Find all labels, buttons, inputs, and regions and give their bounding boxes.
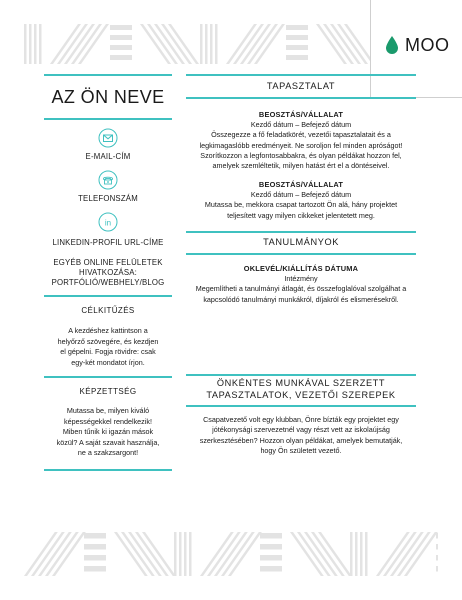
skills-line: Miben tűnik ki igazán mások: [62, 427, 154, 436]
job-dates: Kezdő dátum – Befejező dátum: [250, 120, 352, 129]
pattern-stripe-group: [50, 24, 109, 64]
divider: [44, 295, 172, 297]
skills-line: képességekkel rendelkezik!: [64, 416, 152, 426]
job-title: BEOSZTÁS/VÁLLALAT: [258, 110, 344, 119]
divider: [186, 374, 416, 376]
divider: [186, 97, 416, 99]
divider: [186, 74, 416, 76]
phone-icon: [98, 170, 118, 190]
skills-line: közül? A saját szavait használja,: [56, 437, 160, 447]
job-description-line: legkimagaslóbb eredményeit. Ne soroljon fel minden apróságot!: [199, 140, 403, 150]
job-description-line: Szorítkozzon a legfontosabbakra, és olyan példákat hozzon fel,: [200, 150, 402, 160]
bottom-pattern-band: [24, 532, 438, 576]
volunteer-heading: [186, 377, 416, 401]
pattern-stripe-group: [376, 532, 438, 576]
pattern-stripe-group: [114, 532, 176, 576]
volunteer-line: jótékonysági szervezetnél vagy részt vett az iskolaújság: [212, 425, 390, 435]
job-description-line: Összegezze a fő feladatkörét, vezetői tapasztalatait és a: [211, 130, 391, 140]
divider: [44, 376, 172, 378]
pattern-stripe-group: [290, 532, 352, 576]
logo-text: MOO: [405, 35, 450, 55]
education-entry: [186, 264, 416, 305]
pattern-stripe-group: [200, 532, 262, 576]
pattern-stripe-group: [286, 25, 308, 60]
other-links[interactable]: [44, 258, 172, 288]
linkedin-icon: [98, 212, 118, 232]
education-heading: TANULMÁNYOK: [263, 237, 339, 247]
volunteer-line: hogy Ön született vezető.: [260, 445, 342, 455]
email-label[interactable]: E-MAIL-CÍM: [85, 152, 131, 161]
pattern-stripe-group: [316, 24, 375, 64]
experience-heading: TAPASZTALAT: [266, 81, 336, 91]
other-links-line: PORTFÓLIÓ/WEBHELY/BLOG: [51, 278, 165, 287]
job-description-line: Mutassa be, mekkora csapat tartozott Ön alá, hány projektet: [204, 200, 398, 210]
divider: [44, 118, 172, 120]
pattern-stripe-group: [200, 24, 218, 64]
job-entry: [186, 110, 416, 171]
pattern-stripe-group: [436, 533, 438, 572]
objective-text: [44, 326, 172, 368]
other-links-line: HIVATKOZÁSA:: [79, 268, 137, 277]
volunteer-heading-line: ÖNKÉNTES MUNKÁVAL SZERZETT: [216, 378, 386, 388]
volunteer-line: szerkesztésében? Hozzon olyan példákat, amelyek bemutatják,: [199, 435, 403, 445]
water-drop-icon: [385, 35, 399, 55]
pattern-stripe-group: [226, 24, 285, 64]
job-entry: [186, 180, 416, 221]
skills-line: Mutassa be, milyen kiváló: [66, 406, 150, 415]
svg-text:in: in: [104, 218, 112, 228]
objective-line: egy-két mondatot írjon.: [71, 357, 145, 367]
other-links-line: EGYÉB ONLINE FELÜLETEK: [53, 258, 163, 267]
objective-line: el gépelni. Fogja rövidre: csak: [60, 347, 156, 356]
phone-label[interactable]: TELEFONSZÁM: [78, 194, 138, 203]
degree-title: OKLEVÉL/KIÁLLÍTÁS DÁTUMA: [243, 264, 359, 273]
skills-line: ne a szakzsargont!: [77, 448, 139, 457]
pattern-stripe-group: [350, 532, 368, 576]
pattern-stripe-group: [110, 25, 132, 60]
job-description-line: teljesített vagy milyen cikkeket jelentetett meg.: [227, 210, 375, 220]
email-icon: [98, 128, 118, 148]
objective-line: A kezdéshez kattintson a: [68, 326, 148, 335]
skills-heading: KÉPZETTSÉG: [79, 387, 137, 396]
objective-line: helyőrző szövegére, és kezdjen: [57, 336, 159, 346]
job-title: BEOSZTÁS/VÁLLALAT: [258, 180, 344, 189]
volunteer-heading-line: TAPASZTALATOK, VEZETŐI SZEREPEK: [206, 390, 396, 400]
pattern-stripe-group: [24, 532, 86, 576]
volunteer-line: Csapatvezető volt egy klubban, Önre bízták egy projektet egy: [203, 415, 399, 424]
pattern-stripe-group: [140, 24, 199, 64]
pattern-stripe-group: [260, 533, 282, 572]
education-line: kapcsolódó tanulmányi munkákról, díjakról és elismerésekről.: [203, 294, 399, 304]
volunteer-text: [186, 415, 416, 456]
job-dates: Kezdő dátum – Befejező dátum: [250, 190, 352, 199]
divider: [44, 469, 172, 471]
objective-heading: CÉLKITŰZÉS: [81, 306, 135, 315]
divider: [186, 253, 416, 255]
linkedin-label[interactable]: LINKEDIN-PROFIL URL-CÍME: [52, 238, 164, 247]
job-description-line: amelyek szemléltetik, milyen hatást ért el a döntéseivel.: [212, 161, 390, 171]
institution: Intézmény: [284, 274, 318, 283]
divider: [186, 405, 416, 407]
person-name: AZ ÖN NEVE: [51, 87, 165, 107]
skills-text: [44, 406, 172, 459]
pattern-stripe-group: [84, 533, 106, 572]
divider: [44, 74, 172, 76]
pattern-stripe-group: [174, 532, 192, 576]
pattern-stripe-group: [24, 24, 42, 64]
divider: [186, 231, 416, 233]
decorative-stripe-pattern: [24, 532, 438, 576]
education-line: Megemlítheti a tanulmányi átlagát, és összefoglalóval szolgálhat a: [195, 284, 407, 294]
